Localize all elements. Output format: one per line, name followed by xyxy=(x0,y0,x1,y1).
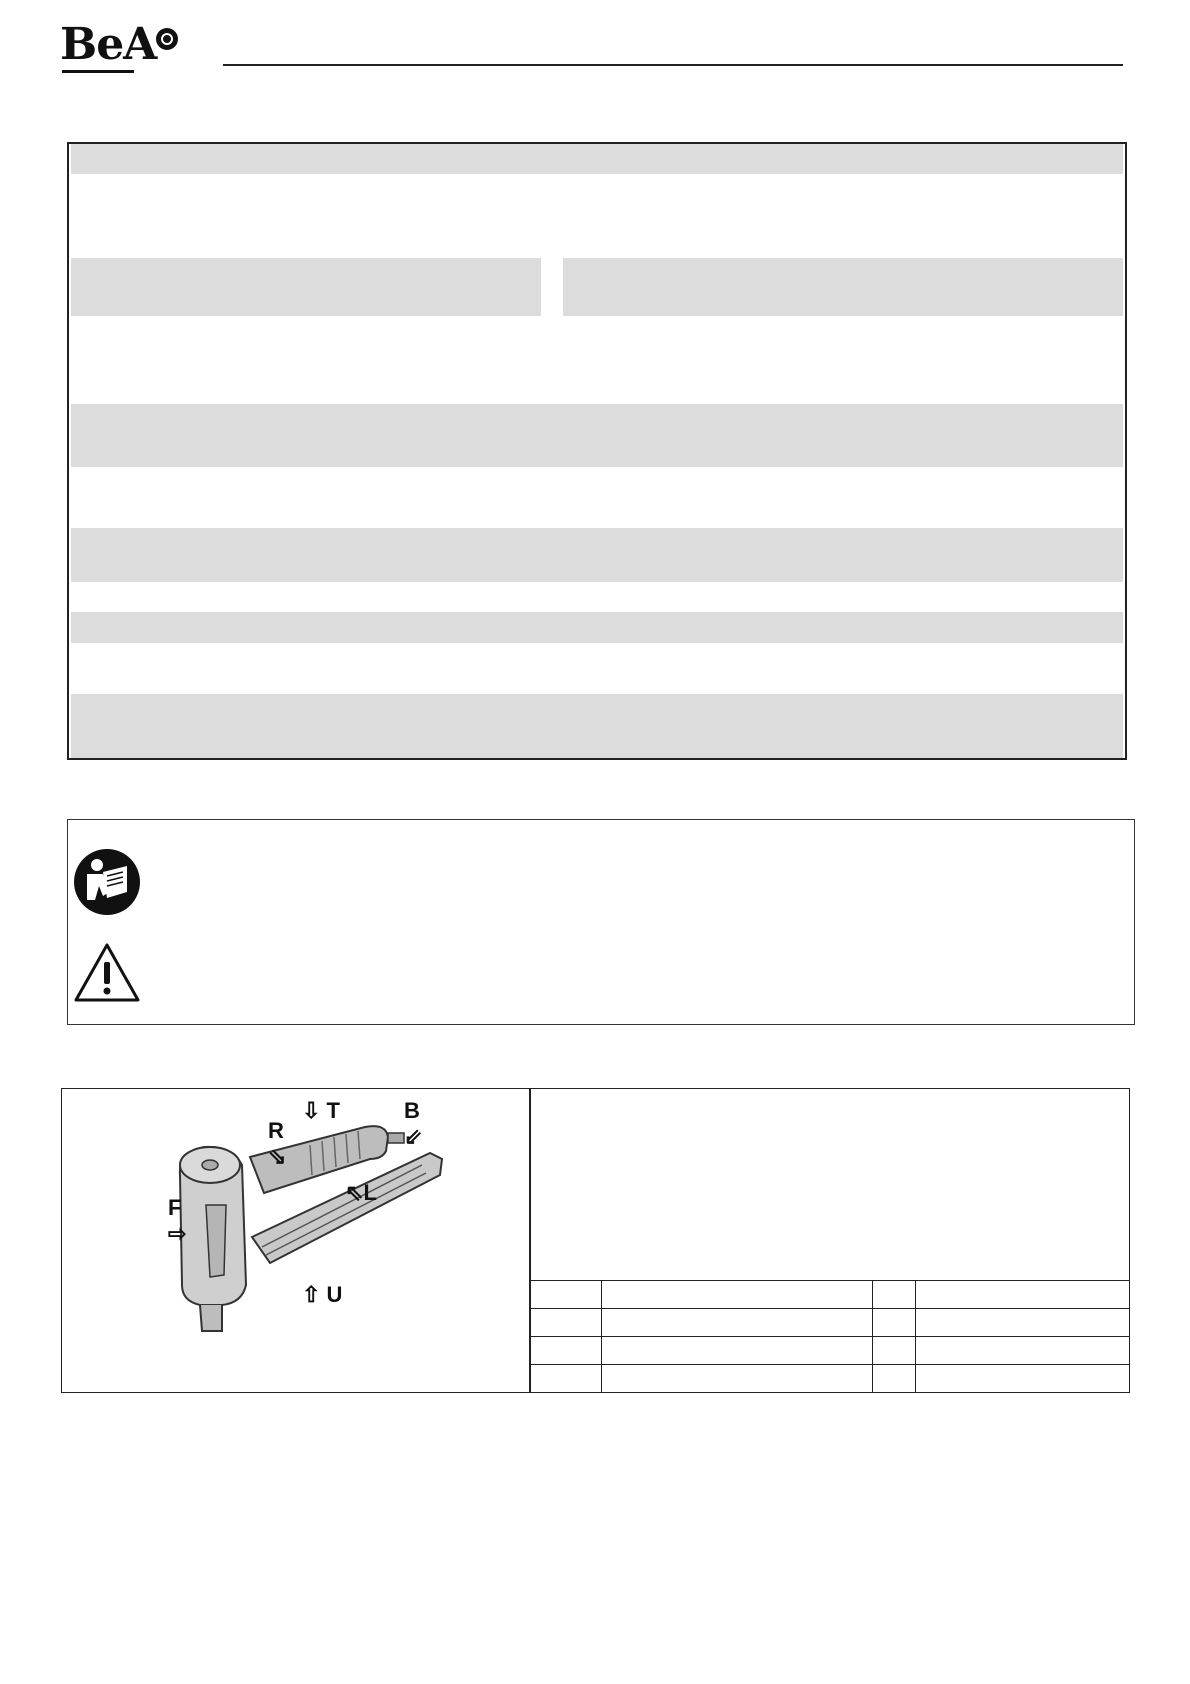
label-top: ⇩ T xyxy=(302,1098,340,1123)
table-cell xyxy=(530,1309,602,1337)
table-cell xyxy=(530,1337,602,1365)
table-cell xyxy=(916,1281,1130,1309)
band-right-header xyxy=(563,258,1123,316)
band-section-4 xyxy=(71,528,1123,582)
table-cell xyxy=(601,1365,873,1393)
technical-data-box xyxy=(67,142,1127,760)
band-section-3 xyxy=(71,404,1123,467)
label-left: ⇖L xyxy=(345,1180,377,1205)
brand-logo xyxy=(60,19,182,74)
band-left-header xyxy=(71,258,541,316)
spec-table xyxy=(529,1280,1130,1393)
table-cell xyxy=(916,1337,1130,1365)
table-cell xyxy=(873,1365,916,1393)
logo-seal-icon xyxy=(156,28,178,50)
band-section-5 xyxy=(71,612,1123,643)
table-cell xyxy=(873,1309,916,1337)
table-cell xyxy=(916,1309,1130,1337)
header-rule xyxy=(223,64,1123,66)
label-right: R ⇘ xyxy=(268,1118,287,1169)
warning-triangle-icon xyxy=(73,942,141,1004)
table-cell xyxy=(601,1337,873,1365)
label-front: F ⇨ xyxy=(168,1195,187,1246)
read-manual-icon xyxy=(73,848,141,916)
table-row xyxy=(530,1337,1130,1365)
band-title xyxy=(71,144,1123,174)
table-cell xyxy=(601,1281,873,1309)
table-cell xyxy=(530,1281,602,1309)
table-cell xyxy=(601,1309,873,1337)
table-cell xyxy=(530,1365,602,1393)
table-cell xyxy=(873,1337,916,1365)
table-row xyxy=(530,1309,1130,1337)
label-under: ⇧ U xyxy=(302,1282,343,1307)
table-cell xyxy=(873,1281,916,1309)
band-section-6 xyxy=(71,694,1123,758)
table-row xyxy=(530,1365,1130,1393)
logo-underline xyxy=(62,70,134,73)
safety-notice-box xyxy=(67,819,1135,1025)
label-back: B ⇙ xyxy=(404,1098,423,1149)
logo-text: BeA xyxy=(60,19,157,70)
table-row xyxy=(530,1281,1130,1309)
table-cell xyxy=(916,1365,1130,1393)
